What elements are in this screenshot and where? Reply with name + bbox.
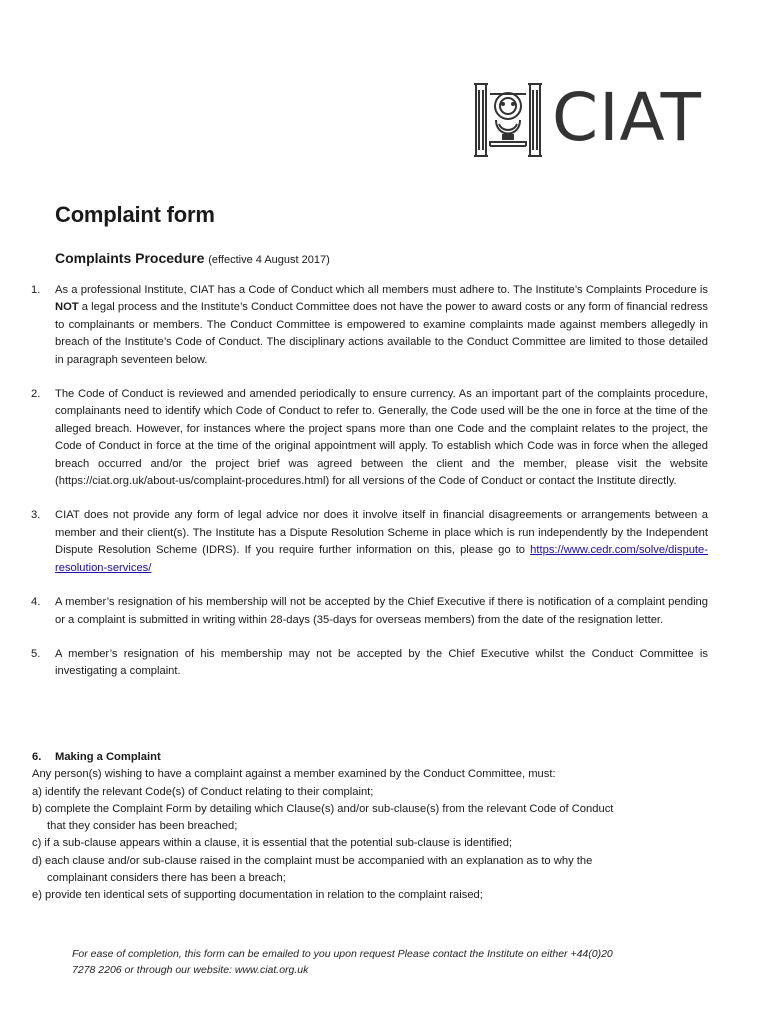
making-a-complaint-section [32,749,712,905]
dispute-resolution-link[interactable]: https://www.cedr.com/solve/dispute-resolution-services/ [55,544,708,574]
list-item-text: a) identify the relevant Code(s) of Conduct relating to their complaint; [32,785,374,798]
logo-wordmark: CIAT [552,79,702,156]
footer-line: 7278 2206 or through our website: www.ciat.org.uk [72,964,309,976]
ciat-logo [472,80,722,160]
paragraph-3 [0,507,770,577]
list-item [32,784,712,801]
paragraph-2 [0,386,770,490]
paragraph-text: A member’s resignation of his membership may not be accepted by the Chief Executive whilst the Conduct Committee is investigating a complaint. [55,647,708,678]
section-title: Making a Complaint [55,751,161,763]
list-item-continuation: that they consider has been breached; [47,820,238,833]
paragraph-4 [0,594,770,629]
paragraph-number: 2. [31,388,41,401]
paragraph-5 [0,646,770,681]
paragraph-text: CIAT does not provide any form of legal advice nor does it involve itself in financial disagreements or arrangements between a member and their client(s). The Institute has a Dispute Resolution Scheme in place which is run independently by the Independent Dispute Resolution Scheme (IDRS). If you require further information on this, please go to [55,509,708,557]
paragraph-emphasis: NOT [55,301,79,314]
paragraph-number: 5. [31,647,41,660]
procedure-heading-text: Complaints Procedure [55,250,205,266]
list-item-text: c) if a sub-clause appears within a clause, it is essential that the potential sub-clause is identified; [32,837,513,850]
crest-icon [472,80,544,160]
paragraph-text: A member’s resignation of his membership will not be accepted by the Chief Executive if there is notification of a complaint pending or a complaint is submitted in writing within 28-days (35-days for overseas members) from the date of the resignation letter. [55,596,708,626]
paragraph-number: 1. [31,284,41,296]
paragraph-text: The Code of Conduct is reviewed and amended periodically to ensure currency. As an important part of the complaints procedure, complainants need to identify which Code of Conduct to refer to. Generally, the Code used will be the one in force at the time of the alleged breach. However, for instances where the project spans more than one Code and the complaint relates to the project, the Code of Conduct in force at the time of the original appointment will apply. To establish which Code was in force when the alleged breach occurred and/or the project brief was agreed between the client and the member, please visit the website (https://ciat.org.uk/about-us/complaint-procedures.html) for all versions of the Code of Conduct or contact the Institute directly. [55,388,708,488]
footer-note [72,946,692,978]
paragraph-number: 3. [31,509,41,522]
effective-date: (effective 4 August 2017) [208,254,330,266]
footer-line: For ease of completion, this form can be emailed to you upon request Please contact the Institute on either +44(0)20 [72,948,613,960]
list-item-continuation: complainant considers there has been a breach; [47,872,286,885]
list-item [32,853,712,888]
list-item [32,801,712,836]
list-item-text: e) provide ten identical sets of supporting documentation in relation to the complaint raised; [32,889,483,902]
procedure-heading [55,250,330,266]
paragraph-text: a legal process and the Institute’s Conduct Committee does not have the power to award costs or any form of financial redress to complainants or members. The Conduct Committee is empowered to examine complaints made against members allegedly in breach of the Institute’s Code of Conduct. The disciplinary actions available to the Conduct Committee are limited to those detailed in paragraph seventeen below. [55,301,708,366]
paragraph-1 [0,282,770,369]
list-item [32,835,712,852]
paragraph-text: As a professional Institute, CIAT has a Code of Conduct which all members must adhere to. The Institute’s Complaints Procedure is [55,284,708,296]
paragraph-number: 4. [31,596,41,609]
list-item [32,887,712,904]
section-intro: Any person(s) wishing to have a complaint against a member examined by the Conduct Committee, must: [32,768,556,781]
procedure-paragraphs [0,282,770,681]
section-heading [32,749,712,766]
page-title: Complaint form [55,202,215,227]
list-item-text: b) complete the Complaint Form by detailing which Clause(s) and/or sub-clause(s) from the relevant Code of Conduct [32,802,614,815]
section-number: 6. [32,751,42,763]
list-item-text: d) each clause and/or sub-clause raised in the complaint must be accompanied with an explanation as to why the [32,854,593,867]
